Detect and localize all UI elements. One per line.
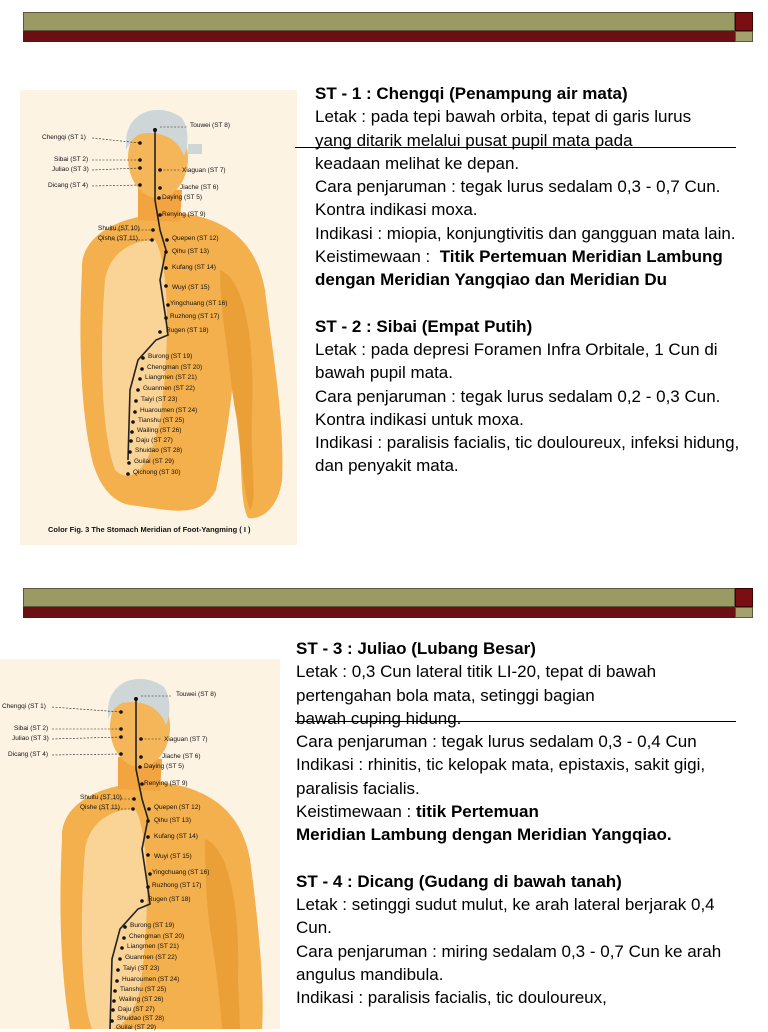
label-dicang: Dicang (ST 4): [8, 751, 48, 758]
header-bar-dark: [23, 31, 735, 42]
label-tianshu: Tianshu (ST 25): [138, 417, 185, 424]
label-daying: Daying (ST 5): [144, 763, 184, 770]
label-qihu: Qihu (ST 13): [154, 817, 192, 824]
header-square-dark: [735, 588, 753, 607]
st4-letak: Letak : setinggi sudut mulut, ke arah lateral berjarak 0,4 Cun.: [296, 894, 715, 938]
label-taiyi: Taiyi (ST 23): [141, 396, 178, 403]
label-daying: Daying (ST 5): [162, 194, 202, 201]
st1-letak-line3: keadaan melihat ke depan.: [315, 153, 520, 173]
label-jiache: Jiache (ST 6): [162, 753, 201, 760]
label-tianshu: Tianshu (ST 25): [120, 986, 167, 993]
label-sibai: Sibai (ST 2): [14, 725, 49, 732]
label-rugen: Rugen (ST 18): [166, 327, 209, 334]
st1-title: ST - 1 : Chengqi (Penampung air mata): [315, 84, 628, 103]
label-juliao: Juliao (ST 3): [52, 166, 89, 173]
label-guanmen: Guanmen (ST 22): [143, 385, 195, 392]
label-daju: Daju (ST 27): [118, 1006, 155, 1013]
label-daju: Daju (ST 27): [136, 437, 173, 444]
label-shuidao: Shuidao (ST 28): [117, 1015, 165, 1022]
st1-letak-line2: yang ditarik melalui pusat pupil mata pada: [315, 130, 633, 150]
label-wuyi: Wuyi (ST 15): [154, 853, 192, 860]
st1-keistimewaan: [315, 245, 755, 292]
label-sibai: Sibai (ST 2): [54, 156, 89, 163]
st3-keistimewaan-label: Keistimewaan :: [296, 802, 412, 822]
meridian-figure: [20, 90, 297, 545]
st2-letak: Letak : pada depresi Foramen Infra Orbitale, 1 Cun di bawah pupil mata.: [315, 339, 718, 383]
st3-letak-line3: bawah cuping hidung.: [296, 708, 462, 728]
label-chengqi: Chengqi (ST 1): [42, 134, 86, 141]
label-renying: Renying (ST 9): [162, 211, 206, 218]
label-yingchuang: Yingchuang (ST 16): [152, 869, 210, 876]
header-bar-olive: [23, 12, 735, 31]
label-huaroumen: Huaroumen (ST 24): [140, 407, 198, 414]
label-guilai: Guilai (ST 29): [134, 458, 174, 465]
label-qishe: Qishe (ST 11): [98, 235, 138, 242]
label-renying: Renying (ST 9): [144, 780, 188, 787]
st3-letak-line1: Letak : 0,3 Cun lateral titik LI-20, tepat di bawah: [296, 662, 657, 682]
label-guilai: Guilai (ST 29): [116, 1024, 156, 1031]
label-huaroumen: Huaroumen (ST 24): [122, 976, 180, 983]
figure-caption: Color Fig. 3 The Stomach Meridian of Foot-Yangming ( I ): [48, 525, 251, 534]
header-bar-dark: [23, 607, 735, 618]
label-taiyi: Taiyi (ST 23): [123, 965, 160, 972]
st2-cara: Cara penjaruman : tegak lurus sedalam 0,2 - 0,3 Cun. Kontra indikasi untuk moxa.: [315, 386, 721, 429]
st3-letak-line2: pertengahan bola mata, setinggi bagian: [296, 685, 595, 705]
label-wuyi: Wuyi (ST 15): [172, 284, 210, 291]
label-liangmen: Liangmen (ST 21): [127, 943, 179, 950]
st1-keistimewaan-label: Keistimewaan :: [315, 247, 431, 267]
label-shuidao: Shuidao (ST 28): [135, 447, 183, 454]
meridian-figure: [0, 659, 280, 1029]
label-liangmen: Liangmen (ST 21): [145, 374, 197, 381]
st3-keistimewaan-text-2: Meridian Lambung dengan Meridian Yangqiao.: [296, 825, 672, 845]
label-dicang: Dicang (ST 4): [48, 182, 88, 189]
st3-indikasi: Indikasi : rhinitis, tic kelopak mata, epistaxis, sakit gigi, paralisis facialis.: [296, 755, 706, 798]
label-kufang: Kufang (ST 14): [172, 264, 216, 271]
label-touwei: Touwei (ST 8): [176, 691, 216, 698]
st3-cara: Cara penjaruman : tegak lurus sedalam 0,3 - 0,4 Cun: [296, 732, 697, 752]
st1-cara: Cara penjaruman : tegak lurus sedalam 0,3 - 0,7 Cun. Kontra indikasi moxa.: [315, 177, 721, 220]
label-chengman: Chengman (ST 20): [147, 364, 203, 371]
st1-indikasi: Indikasi : miopia, konjungtivitis dan gangguan mata lain.: [315, 223, 736, 243]
label-touwei: Touwei (ST 8): [190, 122, 230, 129]
header-bar-olive: [23, 588, 735, 607]
label-qihu: Qihu (ST 13): [172, 248, 210, 255]
label-ruzhong: Ruzhong (ST 17): [170, 313, 220, 320]
st4-title: ST - 4 : Dicang (Gudang di bawah tanah): [296, 871, 622, 891]
body-illustration: [0, 659, 280, 1029]
st1-keistimewaan-text: Titik Pertemuan Meridian Lambung dengan Meridian Yangqiao dan Meridian Du: [315, 247, 723, 290]
label-shuitu: Shuitu (ST 10): [98, 225, 140, 232]
st2-indikasi: Indikasi : paralisis facialis, tic douloureux, infeksi hidung, dan penyakit mata.: [315, 433, 740, 476]
label-qishe: Qishe (ST 11): [80, 804, 120, 811]
label-burong: Burong (ST 19): [130, 922, 175, 929]
label-kufang: Kufang (ST 14): [154, 833, 198, 840]
st3-keistimewaan: [296, 800, 741, 823]
label-jiache: Jiache (ST 6): [180, 184, 219, 191]
st4-cara: Cara penjaruman : miring sedalam 0,3 - 0,7 Cun ke arah angulus mandibula.: [296, 941, 722, 984]
st4-indikasi: Indikasi : paralisis facialis, tic douloureux,: [296, 988, 607, 1008]
header-square-olive: [735, 607, 753, 618]
slide-2: [0, 575, 768, 1031]
st3-title: ST - 3 : Juliao (Lubang Besar): [296, 639, 536, 658]
label-quepen: Quepen (ST 12): [172, 235, 219, 242]
label-xiaguan: Xiaguan (ST 7): [182, 167, 226, 174]
label-wailing: Wailing (ST 26): [137, 427, 182, 434]
slide-2-text: [296, 637, 741, 1009]
label-chengqi: Chengqi (ST 1): [2, 703, 46, 710]
st3-keistimewaan-text-1: titik Pertemuan: [416, 802, 539, 822]
header-square-olive: [735, 31, 753, 42]
label-quepen: Quepen (ST 12): [154, 804, 201, 811]
label-xiaguan: Xiaguan (ST 7): [164, 736, 208, 743]
slide-1-text: [315, 82, 755, 478]
label-wailing: Wailing (ST 26): [119, 996, 164, 1003]
st1-letak-line1: Letak : pada tepi bawah orbita, tepat di garis lurus: [315, 107, 692, 127]
label-yingchuang: Yingchuang (ST 16): [170, 300, 228, 307]
label-qichong: Qichong (ST 30): [133, 469, 181, 476]
st2-title: ST - 2 : Sibai (Empat Putih): [315, 316, 533, 336]
label-burong: Burong (ST 19): [148, 353, 193, 360]
label-chengman: Chengman (ST 20): [129, 933, 185, 940]
label-shuitu: Shuitu (ST 10): [80, 794, 122, 801]
label-juliao: Juliao (ST 3): [12, 735, 49, 742]
label-ruzhong: Ruzhong (ST 17): [152, 882, 202, 889]
header-square-dark: [735, 12, 753, 31]
label-guanmen: Guanmen (ST 22): [125, 954, 177, 961]
label-rugen: Rugen (ST 18): [148, 896, 191, 903]
